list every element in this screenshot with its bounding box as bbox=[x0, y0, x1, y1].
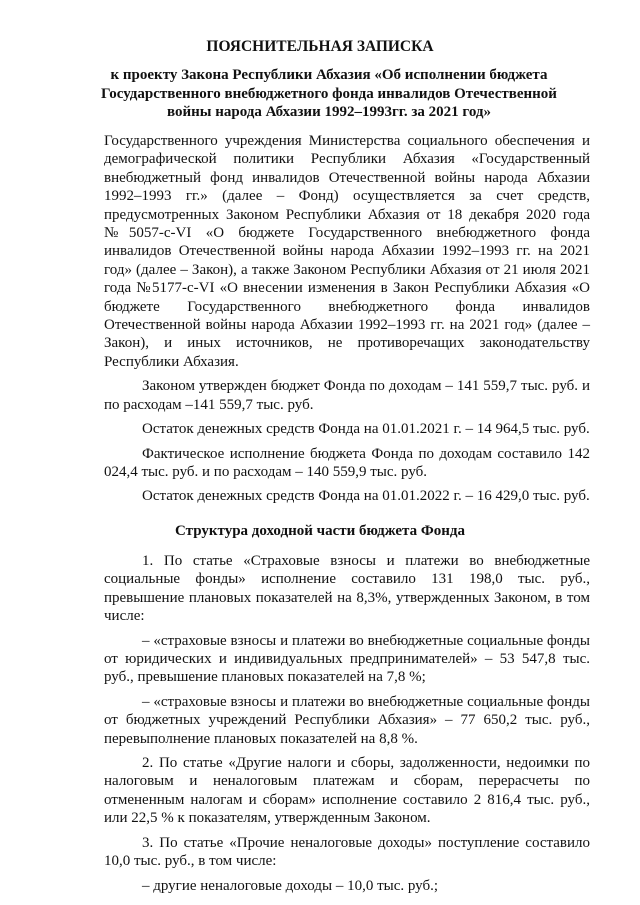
intro-paragraph: Государственного учреждения Министерства социального обеспечения и демографической политики Республики Абхазия «Государственный внебюджетный фонд инвалидов Отечественной войны народа Абхазии 1992–1993 гг.» (далее – Фонд) осуществляется за счет средств, предусмотренных Законом Республики Абхазия от 18 декабря 2020 года №5057-с-VI «О бюджете Государственного внебюджетного фонда инвалидов Отечественной войны народа Абхазии 1992–1993 гг. на 2021 год» (далее – Закон), а также Законом Республики Абхазия от 21 июля 2021 года №5177-с-VI «О внесении изменения в Закон Республики Абхазия «О бюджете Государственного внебюджетного фонда инвалидов Отечественной войны народа Абхазии 1992–1993 гг. на 2021 год» (далее – Закон), и иных источников, не противоречащих законодательству Республики Абхазия. bbox=[104, 133, 590, 370]
intro-paragraph: Фактическое исполнение бюджета Фонда по доходам составило 142 024,4 тыс. руб. и по расходам – 140 559,9 тыс. руб. bbox=[104, 445, 590, 480]
intro-paragraph: Законом утвержден бюджет Фонда по доходам – 141 559,7 тыс. руб. и по расходам –141 559,7 тыс. руб. bbox=[104, 378, 590, 413]
income-structure-section bbox=[104, 552, 590, 901]
intro-section bbox=[104, 132, 590, 512]
income-list-item: – другие неналоговые доходы – 10,0 тыс. руб.; bbox=[142, 877, 439, 894]
income-paragraph: 3. По статье «Прочие неналоговые доходы» поступление составило 10,0 тыс. руб., в том числе: bbox=[104, 834, 590, 870]
income-paragraph: 2. По статье «Другие налоги и сборы, задолженности, недоимки по налоговым и неналоговым платежам и сборам, перерасчеты по отмененным налогам и сборам» исполнение составило 2 816,4 тыс. руб., или 22,5 % к показателям, утвержденным Законом. bbox=[104, 755, 590, 827]
intro-paragraph: Остаток денежных средств Фонда на 01.01.2022 г. – 16 429,0 тыс. руб. bbox=[142, 488, 590, 505]
income-list-item: – «страховые взносы и платежи во внебюджетные социальные фонды от юридических и индивидуальных предпринимателей» – 53 547,8 тыс. руб., превышение плановых показателей на 7,8 %; bbox=[104, 632, 590, 686]
income-list-item: – «страховые взносы и платежи во внебюджетные социальные фонды от бюджетных учреждений Республики Абхазия» – 77 650,2 тыс. руб., перевыполнение плановых показателей на 8,8 %. bbox=[104, 693, 590, 747]
document-subtitle: к проекту Закона Республики Абхазия «Об исполнении бюджета Государственного внебюджетного фонда инвалидов Отечественной войны народа Абхазии 1992–1993гг. за 2021 год» bbox=[101, 67, 557, 121]
intro-paragraph: Остаток денежных средств Фонда на 01.01.2021 г. – 14 964,5 тыс. руб. bbox=[142, 421, 590, 438]
section-heading: Структура доходной части бюджета Фонда bbox=[175, 523, 465, 539]
document-title: ПОЯСНИТЕЛЬНАЯ ЗАПИСКА bbox=[206, 38, 434, 55]
income-paragraph: 1. По статье «Страховые взносы и платежи во внебюджетные социальные фонды» исполнение составило 131 198,0 тыс. руб., превышение плановых показателей на 8,3%, утвержденных Законом, в том числе: bbox=[104, 553, 590, 625]
